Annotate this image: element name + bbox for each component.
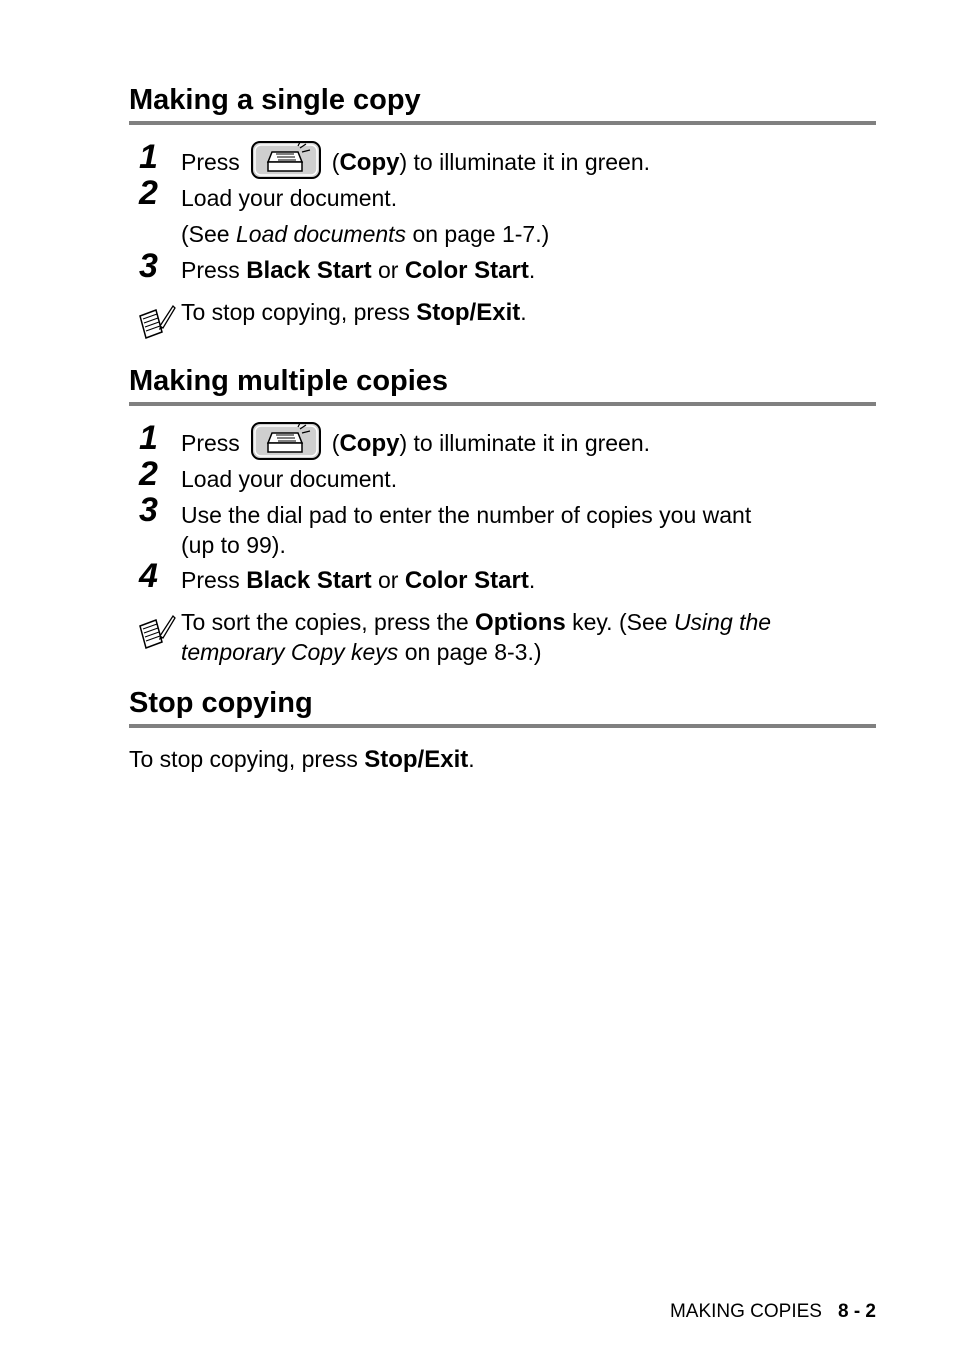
step-text-or: or [371,257,405,283]
step-text-press: Press [181,567,247,593]
stop-exit-label: Stop/Exit [416,299,521,326]
cross-reference: temporary Copy keys [181,639,399,665]
step-text [181,566,535,595]
step-text-end: . [528,567,536,593]
color-start-label: Color Start [404,567,529,594]
step-text: Press (Copy) to illuminate it in green. [181,148,650,180]
note-pencil-icon [136,612,176,652]
step-number: 3 [139,491,158,529]
note-post: on page 8-3.) [398,639,542,665]
step-text-press: Press [181,257,247,283]
step-text-or: or [371,567,405,593]
page-footer [670,1300,876,1324]
body-pre: To stop copying, press [129,746,365,772]
step-text-end: . [528,257,536,283]
note-pre: To sort the copies, press the [181,609,476,635]
step-number: 1 [139,419,158,457]
step-text [181,256,535,285]
step-number: 3 [139,247,158,285]
note-text-continued [181,638,542,666]
note-post: . [520,299,527,325]
body-text [129,745,475,774]
copy-key-label: Copy [339,430,400,458]
step-subtext [181,220,549,248]
footer-section-name: MAKING COPIES [669,1301,822,1322]
section-heading-single-copy: Making a single copy [129,83,876,125]
step-number: 4 [139,557,158,595]
note-pre: To stop copying, press [181,299,417,325]
black-start-label: Black Start [246,257,372,284]
cross-reference: Load documents [235,221,407,247]
note-text [181,298,527,327]
section-heading-multiple-copies: Making multiple copies [129,364,876,406]
step-text: Load your document. [181,185,398,211]
options-key-label: Options [475,609,566,636]
black-start-label: Black Start [246,567,372,594]
step-text: Press (Copy) to illuminate it in green. [181,429,650,461]
cross-reference: Using the [673,609,772,635]
step-text-press: Press [181,430,240,457]
note-pencil-icon [136,302,176,342]
note-text [181,608,771,637]
body-post: . [468,746,475,772]
copy-key-label: Copy [339,149,400,177]
step-text-press: Press [181,149,240,176]
step-number: 1 [139,138,158,176]
step-number: 2 [139,455,158,493]
step-text: Use the dial pad to enter the number of copies you want [181,502,752,528]
note-mid: key. (See [565,609,674,635]
step-text-continued: (up to 99). [181,532,286,558]
copy-key-icon [250,140,322,180]
step-text: Load your document. [181,466,398,492]
step-text-rest: ) to illuminate it in green. [399,149,651,176]
step-text-rest: ) to illuminate it in green. [399,430,651,457]
page-number: 8 - 2 [837,1301,876,1322]
copy-key-icon [250,421,322,461]
subtext-post: on page 1-7.) [406,221,550,247]
color-start-label: Color Start [404,257,529,284]
section-heading-stop-copying: Stop copying [129,686,876,728]
step-number: 2 [139,174,158,212]
subtext-pre: (See [181,221,236,247]
stop-exit-label: Stop/Exit [364,746,469,773]
